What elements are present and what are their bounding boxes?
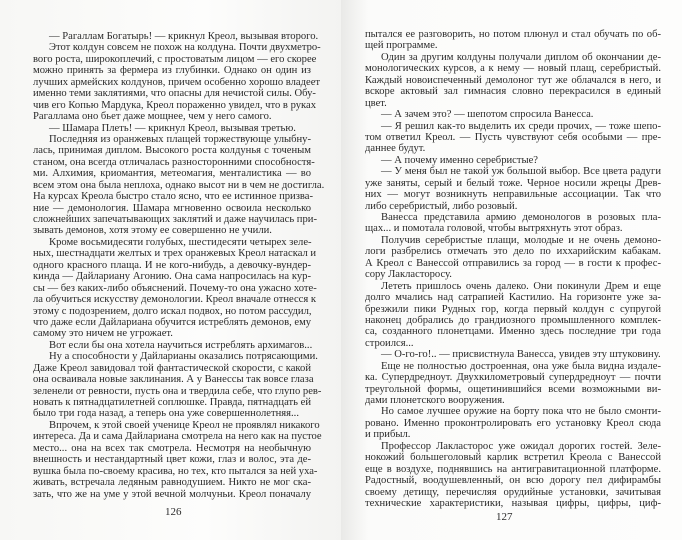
page-number: 126 bbox=[165, 506, 182, 518]
paragraph bbox=[365, 441, 661, 510]
paragraph bbox=[33, 123, 311, 134]
text-line: наконец добрались до грандиозного промышленного комплек- bbox=[365, 314, 661, 326]
text-line: Радостный, воодушевленный, он всю дорогу пел дифирамбы bbox=[365, 475, 661, 487]
text-line: зывать демонов, хотя этому ее совершенно не учили. bbox=[33, 225, 272, 237]
paragraph bbox=[365, 349, 661, 360]
text-line: — А зачем это? — шепотом спросила Ванесса. bbox=[381, 109, 594, 121]
text-line: Рагаллама оно бьет даже мощнее, чем у него самого. bbox=[33, 111, 272, 123]
paragraph bbox=[365, 29, 661, 52]
text-line: внешность и нестандартный цвет кожи, глаз и волос, эта де- bbox=[33, 454, 311, 466]
text-line: этому с подозрением, долго искал подвох, но потом рассудил, bbox=[33, 305, 312, 317]
text-line: Еще не полностью достроенная, она уже была видна издале- bbox=[381, 360, 661, 372]
text-line: сору Лакласторосу. bbox=[365, 269, 452, 281]
text-line: зеленели от ревности, пусть она и твердила себе, что глупо рев- bbox=[33, 385, 322, 397]
paragraph bbox=[365, 52, 661, 109]
text-line: что даже если Дайлариана обучится истреблять демонов, ему bbox=[33, 316, 312, 328]
text-line: щах... и помотала головой, чтобы вытряхнуть этот образ. bbox=[365, 223, 623, 235]
text-line: самому это ничем не угрожает. bbox=[33, 328, 173, 340]
paragraph bbox=[365, 212, 661, 235]
text-line: место... она на всех так смотрела. Несмотря на необычную bbox=[33, 442, 311, 454]
text-line: — Шамара Плеть! — крикнул Креол, вызывая третью. bbox=[49, 122, 296, 134]
text-line: Даже Креол завидовал той фантастической скорости, с какой bbox=[33, 362, 311, 374]
text-line: именно теми заклятиями, что опасны для нечистой силы. Обу- bbox=[33, 88, 316, 100]
text-line: са, созданного плонетцами. Именно здесь последние три года bbox=[365, 326, 661, 338]
text-line: цвет. bbox=[365, 97, 387, 109]
text-line: Но самое лучшее оружие на борту пока что не было смонти- bbox=[381, 406, 661, 418]
text-line: сы — без каких-либо объяснений. Почему-то она ужасно хоте- bbox=[33, 282, 317, 294]
text-line: Впрочем, к этой своей ученице Креол не проявлял никакого bbox=[49, 419, 320, 431]
text-line: даннее будут. bbox=[365, 143, 426, 155]
text-line: новать к пятнадцатилетней соплюшке. Правда, пятнадцать ей bbox=[33, 397, 311, 408]
text-line: Получив серебристые плащи, молодые и не очень демоно- bbox=[381, 234, 661, 246]
text-line: — О-го-го!.. — присвистнула Ванесса, увидев эту штуковину. bbox=[381, 349, 661, 361]
paragraph bbox=[365, 406, 661, 440]
text-line: ка. Супердредноут. Двухкилометровый супердредноут — почти bbox=[365, 372, 661, 384]
text-line: всем этом она была неплоха, однако высот ни в чем не достигла. bbox=[33, 179, 325, 191]
text-line: зать, что же на уме у этой вечной молчуньи. Креол поначалу bbox=[33, 488, 311, 500]
text-line: пытался ее разговорить, но потом плюнул и стал обучать по об- bbox=[365, 29, 661, 40]
right-page bbox=[341, 0, 682, 540]
text-line: Вот если бы она хотела научиться истреблять архимагов... bbox=[49, 339, 313, 351]
text-line: технические характеристики, называя цифры, цифры, циф- bbox=[365, 497, 661, 509]
paragraph bbox=[365, 121, 661, 155]
text-line: сложнейших запечатывающих заклятий и даже научилась при- bbox=[33, 214, 317, 225]
text-line: том ответил Креол. — Пусть чувствуют себя особыми — пре- bbox=[365, 131, 661, 143]
paragraph bbox=[365, 166, 661, 212]
text-line: — Я решил как-то выделить их среди прочих, — тоже шепо- bbox=[381, 120, 661, 132]
text-line: логи разбрелись отмечать это дело по иххарийским кабакам. bbox=[365, 246, 661, 258]
text-line: уже заняты, серый и белый тоже. Черное носили жрецы Древ- bbox=[365, 177, 661, 189]
paragraph bbox=[33, 351, 322, 420]
paragraph bbox=[33, 236, 317, 340]
text-line: строился... bbox=[365, 337, 414, 349]
text-line: интереса. Да и сама Дайлариана смотрела на него как на пустое bbox=[33, 431, 322, 443]
text-line: кинда — Дайлариану Агонию. Она сама напросилась на кур- bbox=[33, 271, 311, 283]
text-line: — У меня был не такой уж большой выбор. Все цвета радуги bbox=[381, 166, 661, 178]
paragraph bbox=[365, 361, 661, 407]
paragraph bbox=[365, 235, 661, 281]
paragraph bbox=[365, 155, 661, 166]
text-line: ровано. Именно проконтролировать его установку Креол сюда bbox=[365, 417, 661, 429]
text-line: брезжили пики Рудных гор, когда первый колдун с супругой bbox=[365, 303, 661, 315]
text-line: нокожий большеголовый карлик встретил Креола с Ванессой bbox=[365, 452, 661, 464]
text-line: Кроме восьмидесяти голубых, шестидесяти четырех зеле- bbox=[49, 236, 312, 248]
text-line: Профессор Лакласторос уже ожидал дорогих гостей. Зеле- bbox=[381, 440, 661, 452]
text-line: Этот колдун совсем не похож на колдуна. Почти двухметро- bbox=[49, 42, 321, 54]
text-line: одного красного плаща. И не кого-нибудь, а девочку-вундер- bbox=[33, 259, 311, 271]
paragraph bbox=[365, 109, 661, 120]
paragraph bbox=[33, 340, 311, 351]
text-line: монологических курсов, а к нему — новый плащ, серебристый. bbox=[365, 63, 661, 75]
text-line: долго мчались над сатрапией Кастилио. На горизонте уже за- bbox=[365, 292, 661, 304]
paragraph bbox=[33, 42, 321, 123]
text-line: Последняя из оранжевых плащей торжествующе улыбну- bbox=[49, 133, 311, 145]
text-line: и прибыл. bbox=[365, 429, 411, 441]
text-line: ла обучиться искусству демонологии. Креол вначале отнесся к bbox=[33, 294, 317, 306]
text-line: она осваивала новые заклинания. А у Ванессы так вовсе глаза bbox=[33, 374, 314, 386]
text-line: своему детищу, перечисляя орудийные установки, зачитывая bbox=[365, 486, 661, 498]
paragraph bbox=[365, 281, 661, 350]
text-line: дами плонетского вооружения. bbox=[365, 395, 505, 406]
text-line: — А почему именно серебристые? bbox=[381, 154, 539, 166]
text-line: ми. Алхимия, криомантия, метеомагия, менталистика — во bbox=[33, 168, 311, 180]
text-line: станом, она всегда отличалась разносторонними способностя- bbox=[33, 156, 315, 168]
text-line: вого роста, широкоплечий, с простоватым лицом — его скорее bbox=[33, 53, 317, 65]
text-line: Лететь пришлось очень далеко. Они покинули Дрем и еще bbox=[381, 280, 661, 292]
page-number: 127 bbox=[496, 511, 513, 523]
page-body bbox=[33, 31, 325, 500]
text-line: ние — демонология. Шамара мгновенно освоила несколько bbox=[33, 202, 311, 214]
text-line: — Рагаллам Богатырь! — крикнул Креол, вызывая второго. bbox=[49, 31, 319, 42]
text-line: было три года назад, а теперь она уже совершеннолетняя... bbox=[33, 408, 299, 420]
text-line: чив его Копью Мардука, Креол пораженно увидел, что в руках bbox=[33, 99, 317, 111]
text-line: треугольной формы, ощетинившийся всеми возможными ви- bbox=[365, 383, 661, 395]
text-line: лась, принимая диплом. Высокого роста колдунья с точеным bbox=[33, 145, 311, 157]
text-line: Ну а способности у Дайларианы оказались потрясающими. bbox=[49, 351, 318, 363]
text-line: Один за другим колдуны получали диплом об окончании де- bbox=[381, 51, 661, 63]
text-line: Каждый новоиспеченный демолоног тут же облачался в него, и bbox=[365, 74, 661, 86]
text-line: Ванесса представила армию демонологов в розовых пла- bbox=[381, 212, 661, 223]
paragraph bbox=[33, 419, 322, 500]
text-line: еще в воздухе, поднявшись на антигравитационной платформе. bbox=[365, 463, 661, 475]
text-line: лучших армейских колдунов, причем особенно хорошо владеет bbox=[33, 76, 321, 88]
text-line: На курсах Креола быстро стало ясно, что ее истинное призва- bbox=[33, 191, 313, 203]
paragraph bbox=[33, 133, 325, 237]
paragraph bbox=[33, 31, 319, 42]
text-line: вскоре актовый зал гимнасия словно перекрасился в единый bbox=[365, 86, 661, 98]
text-line: можно принять за фермера из глубинки. Однако он один из bbox=[33, 65, 311, 77]
text-line: ных, шестнадцати желтых и трех оранжевых Креол натаскал и bbox=[33, 248, 317, 260]
text-line: А Креол с Ванессой отправились за город — в гости к профес- bbox=[365, 257, 661, 269]
text-line: вушка была по-своему красива, но тех, кто пытался за ней уха- bbox=[33, 465, 318, 477]
text-line: щей программе. bbox=[365, 40, 438, 52]
text-line: них — могут возникнуть неправильные ассоциации. Так что bbox=[365, 189, 661, 201]
text-line: живать, встречала ледяным равнодушием. Никто не мог ска- bbox=[33, 477, 311, 489]
page-body bbox=[365, 29, 661, 509]
text-line: либо серебристый, либо розовый. bbox=[365, 200, 518, 212]
